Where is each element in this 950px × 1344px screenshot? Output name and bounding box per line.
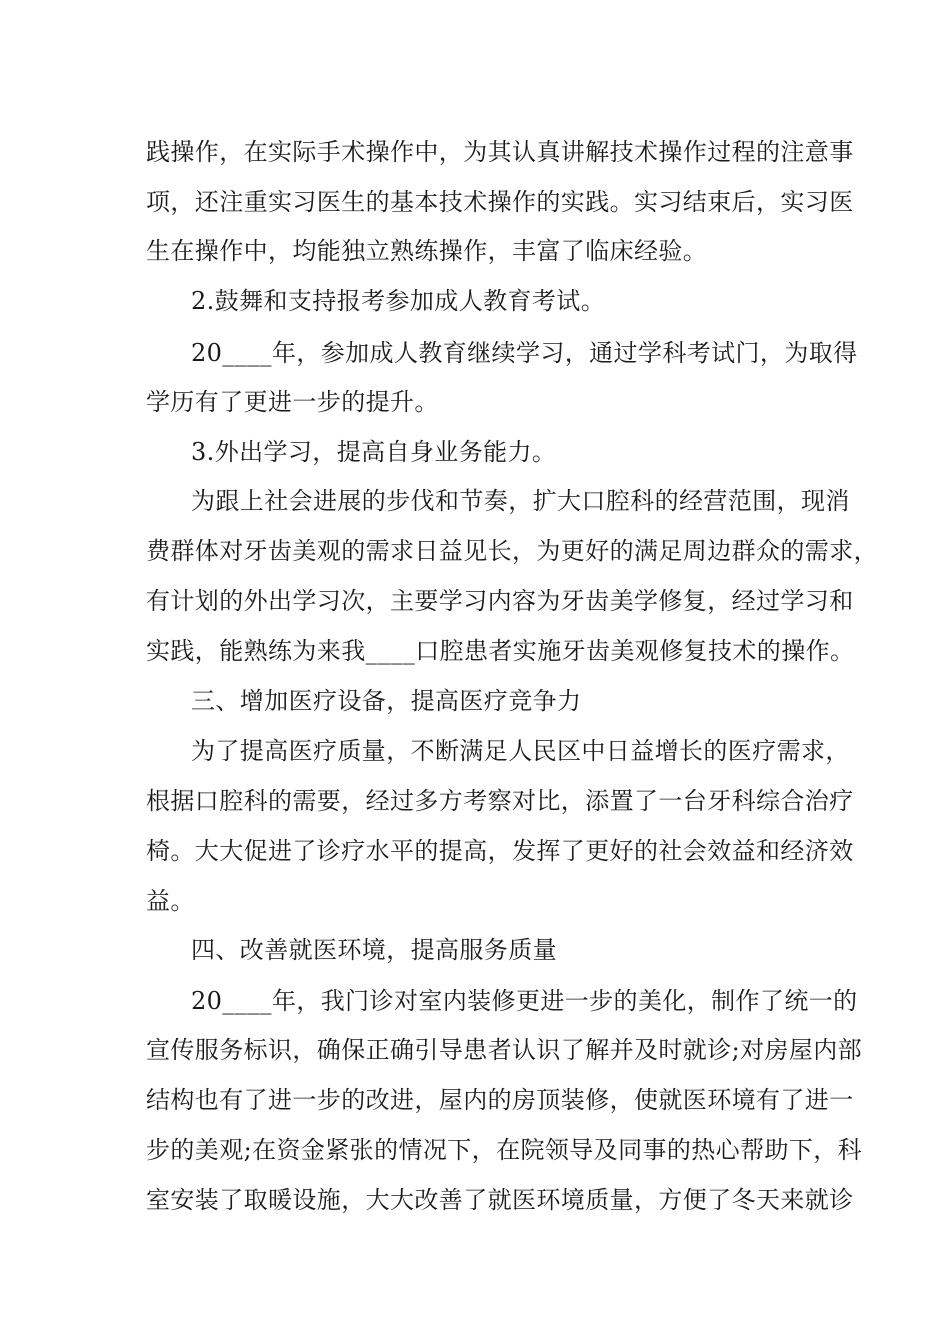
- section-heading: 2.鼓舞和支持报考参加成人教育考试。: [191, 287, 606, 315]
- text-line: 益。: [146, 887, 195, 915]
- text-line: 践操作，在实际手术操作中，为其认真讲解技术操作过程的注意事: [146, 138, 854, 166]
- section-heading: 3.外出学习，提高自身业务能力。: [191, 438, 557, 466]
- text-line: 学历有了更进一步的提升。: [146, 388, 439, 416]
- text-line: 20____年，参加成人教育继续学习，通过学科考试门，为取得: [191, 339, 858, 367]
- text-line: 项，还注重实习医生的基本技术操作的实践。实习结束后，实习医: [146, 188, 854, 216]
- text-line: 室安装了取暖设施，大大改善了就医环境质量，方便了冬天来就诊: [146, 1186, 854, 1214]
- text-line: 费群体对牙齿美观的需求日益见长，为更好的满足周边群众的需求，: [146, 537, 878, 565]
- text-line: 实践，能熟练为来我____口腔患者实施牙齿美观修复技术的操作。: [146, 637, 855, 665]
- text-line: 有计划的外出学习次，主要学习内容为牙齿美学修复，经过学习和: [146, 587, 854, 615]
- text-line: 生在操作中，均能独立熟练操作，丰富了临床经验。: [146, 237, 708, 265]
- text-line: 为跟上社会进展的步伐和节奏，扩大口腔科的经营范围，现消: [191, 487, 850, 515]
- text-line: 20____年，我门诊对室内装修更进一步的美化，制作了统一的: [191, 987, 858, 1015]
- text-line: 结构也有了进一步的改进，屋内的房顶装修，使就医环境有了进一: [146, 1086, 854, 1114]
- section-heading: 四、改善就医环境，提高服务质量: [191, 936, 557, 964]
- text-line: 宣传服务标识，确保正确引导患者认识了解并及时就诊;对房屋内部: [146, 1036, 863, 1064]
- text-line: 为了提高医疗质量，不断满足人民区中日益增长的医疗需求，: [191, 737, 850, 765]
- text-line: 椅。大大促进了诊疗水平的提高，发挥了更好的社会效益和经济效: [146, 837, 854, 865]
- section-heading: 三、增加医疗设备，提高医疗竞争力: [191, 687, 582, 715]
- text-line: 步的美观;在资金紧张的情况下，在院领导及同事的热心帮助下，科: [146, 1136, 863, 1164]
- text-line: 根据口腔科的需要，经过多方考察对比，添置了一台牙科综合治疗: [146, 787, 854, 815]
